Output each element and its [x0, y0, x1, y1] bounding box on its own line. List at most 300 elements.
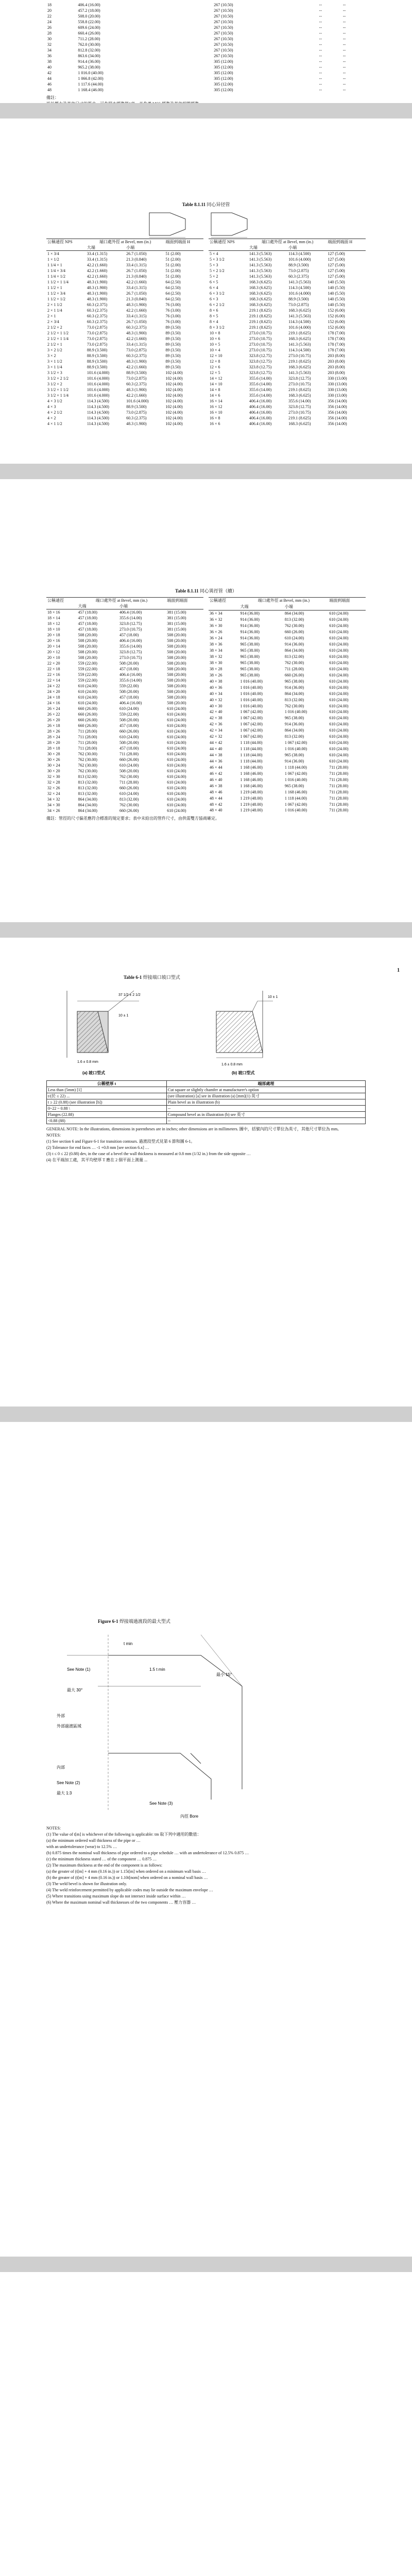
table-cell: 219.1 (8.625) [249, 314, 272, 318]
table-cell: 73.0 (2.875) [87, 331, 108, 335]
table-cell: 42 × 40 [210, 709, 222, 715]
table-cell: 89 (3.50) [165, 342, 181, 347]
table-cell: 1 016 (40.00) [240, 697, 263, 702]
table-cell: Compound bevel as in illustration (b) see 英寸 [166, 1112, 365, 1118]
table-cell: 26.7 (1.050) [126, 319, 147, 324]
table-cell: 51 (2.00) [165, 263, 181, 267]
table-cell: 60.3 (2.375) [87, 308, 108, 313]
table-cell: 610 (24.00) [167, 712, 186, 717]
table-cell: 864 (34.00) [284, 648, 304, 653]
header-row [46, 239, 203, 245]
table-cell: -- [319, 42, 322, 47]
table-row [209, 398, 366, 404]
table-cell: 273.0 (10.75) [249, 331, 272, 335]
table-cell: 267 (10.50) [214, 31, 233, 36]
bevel-a-drawing [67, 991, 139, 1058]
table-cell: 965 (38.00) [284, 753, 304, 757]
table-cell: 40 × 30 [210, 703, 222, 708]
dimension-label: 10 ± 1 [118, 1014, 129, 1018]
table-cell: -- [319, 37, 322, 41]
table-row [46, 64, 366, 70]
header-row [46, 603, 203, 609]
table-row [46, 700, 203, 706]
note-line: (4) 在平端加工處，其平均壁厚 T 應在 2 個平面上測量 ... [46, 1158, 148, 1162]
table-cell: 1 016 (40.00) [284, 747, 307, 752]
table-cell: 1 1/2 × 1 1/4 [47, 280, 68, 284]
table-cell: 203 (8.00) [328, 365, 345, 369]
table-row [47, 1093, 366, 1099]
table-row [209, 370, 366, 376]
table-row [46, 694, 203, 700]
table-cell: 12 × 8 [210, 359, 220, 364]
table-row [209, 291, 366, 296]
table-cell: 2 × 1 1/2 [47, 302, 62, 307]
table-cell: 34 × 30 [47, 803, 60, 807]
column-header: 公稱通徑 NPS [210, 240, 235, 244]
table-cell: 3 1/2 × 2 1/2 [47, 376, 68, 381]
table-row [209, 274, 366, 279]
table-cell: 60.3 (2.375) [288, 274, 309, 279]
table-cell: 457 (18.00) [78, 621, 97, 626]
table-cell: 508 (20.00) [78, 655, 97, 660]
table-cell: 33.4 (1.315) [87, 251, 108, 256]
table-cell: 323.8 (12.75) [249, 370, 272, 375]
table-cell: 8 × 4 [210, 319, 218, 324]
table-cell: 508 (20.00) [119, 689, 139, 694]
table-cell: 1 067 (42.00) [240, 716, 263, 721]
table-cell: Cut square or slightly chamfer at manufacturer's option [166, 1087, 365, 1093]
table-row [209, 302, 366, 308]
column-header: 公稱通徑 NPS [47, 240, 73, 244]
table-cell: 21.3 (0.840) [126, 257, 147, 262]
table-cell: 22 × 20 [47, 661, 60, 666]
table-cell: 101.6 (4.000) [288, 257, 311, 262]
column-group-header: 端口處外徑 at Bevel, mm (in.) [258, 598, 310, 603]
table-cell: 1 016 (40.00) [240, 679, 263, 684]
table-cell: 48.3 (1.900) [87, 285, 108, 290]
table-cell: 48.3 (1.900) [126, 359, 147, 364]
table-cell: 406.4 (16.00) [249, 416, 272, 420]
table-cell: 16 × 6 [210, 421, 220, 426]
table-cell: 355.6 (14.00) [119, 678, 142, 683]
table-cell: 762 (30.00) [78, 752, 97, 756]
dimension-label: 1.6 ± 0.8 mm [221, 1063, 243, 1066]
figure-caption: Figure 6-1 焊接端過渡段的最大型式 [98, 1619, 170, 1624]
table-cell: 76 (3.00) [165, 319, 181, 324]
table-cell: 42.2 (1.660) [126, 308, 147, 313]
table-cell: 88.9 (3.500) [87, 348, 108, 352]
table-row [209, 709, 366, 715]
table-cell: 267 (10.50) [214, 42, 233, 47]
table-cell: 914 (36.00) [240, 623, 260, 629]
table-cell: 64 (2.50) [165, 280, 181, 284]
table-cell: 12 × 6 [210, 365, 220, 369]
table-cell: 508 (20.00) [167, 701, 186, 705]
table-cell: Plain bevel as in illustration (b) [166, 1099, 365, 1106]
table-cell: -- [319, 3, 322, 7]
table-cell: 141.3 (5.563) [249, 251, 272, 256]
table-cell: 51 (2.00) [165, 251, 181, 256]
table-cell: 406.4 (16.00) [119, 672, 142, 677]
table-cell: 89 (3.50) [165, 325, 181, 330]
table-cell: 610 (24.00) [329, 728, 349, 733]
table-cell: 141.3 (5.563) [288, 342, 311, 347]
table-cell: 6 × 3 1/2 [210, 291, 225, 296]
table-cell: 273.0 (10.75) [288, 410, 311, 415]
table-cell: 762 (30.00) [284, 660, 304, 665]
document-page-5 [0, 1422, 412, 2257]
table-cell: 152 (6.00) [328, 308, 345, 313]
table-row [46, 706, 203, 711]
table-cell: 60.3 (2.375) [87, 314, 108, 318]
table-cell: 323.8 (12.75) [249, 365, 272, 369]
table-cell: 168.3 (6.625) [288, 308, 311, 313]
table-cell: 32 × 26 [47, 786, 60, 790]
table-cell: 1 168 (46.00) [284, 789, 307, 794]
table-cell: 141.3 (5.563) [288, 370, 311, 375]
table-cell: 1 016 (40.00) [240, 685, 263, 690]
table-cell: 14 × 12 [210, 376, 222, 381]
header-row [209, 604, 366, 610]
table-cell: 914 (36.00) [284, 685, 304, 690]
table-cell: 48 × 42 [210, 802, 222, 807]
note-line: (b) 0.875 times the nominal wall thickness of pipe ordered to a pipe schedule … with an undertolerance of 12.5% 0.875 … [46, 1851, 249, 1855]
table-cell: -- [319, 48, 322, 53]
table-cell: 46 × 44 [210, 765, 222, 770]
table-cell: 1 118 (44.00) [284, 765, 307, 770]
table-row [209, 672, 366, 678]
column-header: 大端 [249, 245, 258, 250]
table-cell: 406.4 (16.00) [249, 399, 272, 403]
table-cell: 89 (3.50) [165, 331, 181, 335]
table-cell: 610 (24.00) [329, 666, 349, 671]
table-cell: 610 (24.00) [119, 735, 139, 739]
table-cell: -- [342, 54, 346, 58]
table-cell: 36 [47, 54, 52, 58]
table-row [46, 308, 203, 313]
table-row [46, 81, 366, 87]
table-cell: 610 (24.00) [329, 716, 349, 721]
table-cell: 330 (13.00) [328, 387, 347, 392]
table-cell: 610 (24.00) [329, 753, 349, 757]
table-row [209, 795, 366, 801]
table-row [209, 268, 366, 274]
table-cell: 508 (20.00) [119, 661, 139, 666]
table-cell: 64 (2.50) [165, 291, 181, 296]
table-cell: 89 (3.50) [165, 359, 181, 364]
table-cell: 610 (24.00) [167, 791, 186, 796]
table-cell: 914 (36.00) [284, 642, 304, 647]
table-cell: 711 (28.00) [78, 729, 97, 734]
table-row [46, 257, 203, 262]
column-header: 端面到端面 H [165, 240, 191, 244]
table-row [209, 666, 366, 672]
table-cell: 508 (20.00) [167, 633, 186, 637]
table-cell: 610 (24.00) [78, 701, 97, 705]
table-cell: 48 × 46 [210, 789, 222, 794]
table-cell: 610 (24.00) [329, 734, 349, 739]
table-cell: 711 (28.00) [329, 802, 349, 807]
table-cell: 38 × 34 [210, 648, 222, 653]
table-cell: 38 × 28 [210, 666, 222, 671]
table-cell: 101.6 (4.000) [87, 393, 110, 398]
reducer-table-continued-left [46, 597, 203, 814]
table-row [46, 251, 203, 257]
table-cell: 610 (24.00) [167, 740, 186, 745]
table-cell: 1 016 (40.00) [284, 777, 307, 782]
figure-label: See Note (2) [57, 1781, 80, 1785]
table-cell: 48.3 (1.900) [87, 297, 108, 301]
table-cell: 152 (6.00) [328, 319, 345, 324]
table-cell: -- [342, 8, 346, 13]
table-row [46, 728, 203, 734]
note-line: (6) Where the maximum nominal wall thicknesses of the two components … 壓力容器 … [46, 1900, 196, 1905]
table-cell: 965 (38.00) [240, 654, 260, 659]
table-cell: 610 (24.00) [167, 746, 186, 751]
table-cell: -- [342, 20, 346, 24]
document-page-3 [0, 479, 412, 922]
table-cell: 152 (6.00) [328, 325, 345, 330]
table-cell: 6 × 3 [210, 297, 218, 301]
table-cell: 73.0 (2.875) [87, 342, 108, 347]
column-header: 公稱壁厚 t [47, 1081, 167, 1087]
table-cell: 273.0 (10.75) [249, 336, 272, 341]
table-cell: 36 × 26 [210, 630, 222, 635]
table-row [46, 672, 203, 677]
table-cell: 114.3 (4.500) [288, 251, 311, 256]
table-row [46, 268, 203, 274]
reducer-table-right [209, 239, 366, 427]
table-row [46, 779, 203, 785]
table-cell: 14 × 8 [210, 387, 220, 392]
table-cell: 305 (12.00) [214, 71, 233, 75]
table-cell: 42.2 (1.660) [126, 336, 147, 341]
table-cell: 24 × 18 [47, 695, 60, 700]
table-cell: 141.3 (5.563) [288, 280, 311, 284]
table-row [46, 711, 203, 717]
table-cell: 273.0 (10.75) [288, 382, 311, 386]
table-cell: 16 × 14 [210, 399, 222, 403]
table-cell: 1 219 (48.00) [240, 808, 263, 813]
table-row [46, 325, 203, 330]
table-row [46, 415, 203, 421]
table-cell: 660 (26.00) [284, 630, 304, 635]
table-cell: 64 (2.50) [165, 297, 181, 301]
table-cell: -- [319, 25, 322, 30]
table-row [46, 70, 366, 76]
table-row [46, 774, 203, 779]
table-row [209, 635, 366, 641]
table-cell: 114.3 (4.500) [87, 404, 109, 409]
table-cell: 406.4 (16.00) [249, 410, 272, 415]
table-cell: 40 × 38 [210, 679, 222, 684]
table-row [209, 313, 366, 319]
figure-label: 最大 1:3 [57, 1791, 72, 1795]
table-cell: 2 1/2 × 1 1/4 [47, 336, 68, 341]
table-row [209, 752, 366, 758]
table-row [46, 745, 203, 751]
table-row [209, 697, 366, 703]
table-row [46, 296, 203, 302]
table-cell: 88.9 (3.500) [126, 404, 147, 409]
table-cell: 356 (14.00) [328, 416, 347, 420]
table-cell: 1 118 (44.00) [240, 753, 263, 757]
table-cell: 610 (24.00) [329, 758, 349, 764]
table-cell: 5 × 2 1/2 [210, 268, 225, 273]
header-row [209, 239, 366, 245]
table-cell: 330 (13.00) [328, 393, 347, 398]
table-row [46, 53, 366, 59]
table-cell: 1 067 (42.00) [284, 802, 307, 807]
table-cell: 32 × 28 [47, 780, 60, 785]
table-cell: 73.0 (2.875) [87, 336, 108, 341]
table-cell: 610 (24.00) [329, 722, 349, 727]
table-cell: 18 × 10 [47, 627, 60, 632]
table-cell: 89 (3.50) [165, 348, 181, 352]
table-cell: 914 (36.00) [284, 722, 304, 727]
table-cell: 30 × 28 [47, 752, 60, 756]
table-cell: -- [342, 37, 346, 41]
table-cell: -- [342, 82, 346, 87]
table-cell: 508 (20.00) [167, 695, 186, 700]
column-header [46, 603, 77, 609]
table-cell: 965 (38.00) [240, 648, 260, 653]
table-cell: 32 × 30 [47, 774, 60, 779]
table-cell: 101.6 (4.000) [288, 325, 311, 330]
table-cell: -- [166, 1106, 365, 1112]
table-row [209, 347, 366, 353]
table-cell: 381 (15.00) [167, 616, 186, 620]
table-cell: 762 (30.00) [78, 763, 97, 768]
table-cell: 28 [47, 31, 52, 36]
table-cell: 1 168 (46.00) [240, 777, 263, 782]
table-cell: 762.0 (30.00) [78, 42, 100, 47]
table-cell: 610 (24.00) [167, 797, 186, 802]
table-cell: 1 × 1/2 [47, 257, 59, 262]
table-row [209, 353, 366, 359]
table-cell: 73.0 (2.875) [126, 410, 147, 415]
table-cell: 44 × 42 [210, 740, 222, 745]
table-cell: 965 (38.00) [240, 672, 260, 677]
table-cell: 101.6 (4.000) [87, 382, 110, 386]
table-cell: 1 067 (42.00) [240, 728, 263, 733]
table-cell: 22 [47, 14, 52, 19]
table-cell: 20 × 16 [47, 638, 60, 643]
note-line: (c) the minimum thickness stated … of the component … 0.875 … [46, 1857, 157, 1861]
table-cell: 1 219 (48.00) [240, 795, 263, 801]
table-row [209, 285, 366, 291]
column-header: 大端 [87, 245, 95, 250]
table-cell: 140 (5.50) [328, 291, 345, 296]
table-cell: 406.4 (16.00) [249, 404, 272, 409]
table-row [209, 654, 366, 660]
table-row [46, 353, 203, 359]
table-cell: 114.3 (4.500) [87, 399, 109, 403]
table-cell: 102 (4.00) [165, 404, 183, 409]
table-cell: 34 × 26 [47, 808, 60, 813]
table-cell: 355.6 (14.00) [249, 393, 272, 398]
table-cell: Flanges (22.88) [47, 1112, 167, 1118]
table-cell: 38 [47, 59, 52, 64]
table-row [46, 762, 203, 768]
table-row [209, 770, 366, 776]
table-row [209, 251, 366, 257]
table-cell: 965.2 (38.00) [78, 65, 100, 70]
table-cell: 34 [47, 48, 52, 53]
table-cell: 36 × 24 [210, 636, 222, 641]
table-cell: 26 × 22 [47, 712, 60, 717]
table-cell: 610 (24.00) [167, 780, 186, 785]
table-cell: 10 × 6 [210, 336, 220, 341]
table-cell: 168.3 (6.625) [249, 280, 272, 284]
table-row [209, 764, 366, 770]
table-cell: 660.4 (26.00) [78, 31, 100, 36]
table-cell: 101.6 (4.000) [126, 399, 149, 403]
column-group-header: 端口處外徑 at Bevel, mm (in.) [95, 598, 148, 603]
table-cell: 813 (32.00) [284, 654, 304, 659]
table-cell: 38 × 30 [210, 660, 222, 665]
table-cell: 508 (20.00) [78, 638, 97, 643]
table-cell: 660 (26.00) [78, 723, 97, 728]
note-line: (3) The weld bevel is shown for illustration only. [46, 1882, 127, 1886]
table-cell: 1 1/2 × 1/2 [47, 297, 65, 301]
table-cell: 508 (20.00) [78, 650, 97, 654]
table-cell: 1 118 (44.00) [240, 740, 263, 745]
column-header: 小端 [126, 245, 135, 250]
table-cell: 610 (24.00) [119, 763, 139, 768]
table-cell: 114.3 (4.500) [87, 421, 109, 426]
table-cell: 1 1/2 × 1 [47, 285, 62, 290]
page-gap [0, 922, 412, 938]
table-row [47, 1118, 366, 1124]
table-row [209, 623, 366, 629]
table-cell: 508 (20.00) [167, 689, 186, 694]
figure-label: 1.5 t min [149, 1667, 165, 1672]
table-row [209, 308, 366, 313]
table-cell: 140 (5.50) [328, 297, 345, 301]
note-line: with an undertolerance (wear) to 12.5% … [46, 1844, 117, 1849]
table-cell: 5 × 4 [210, 251, 218, 256]
table-cell: 10 × 4 [210, 348, 220, 352]
table-cell: 2 × 3/4 [47, 319, 59, 324]
transition-figure [46, 1624, 366, 1825]
table-cell: 14 × 6 [210, 393, 220, 398]
table-cell: 102 (4.00) [165, 393, 183, 398]
table-row [46, 677, 203, 683]
table-cell: 2 1/2 × 1 1/2 [47, 331, 68, 335]
column-header: 小端 [119, 604, 128, 608]
table-cell: 1 118 (44.00) [240, 747, 263, 752]
table-row [47, 1106, 366, 1112]
table-cell: 33.4 (1.315) [126, 263, 147, 267]
table-cell: -- [319, 65, 322, 70]
table-cell: 508 (20.00) [119, 718, 139, 722]
table-cell: 89 (3.50) [165, 336, 181, 341]
table-cell: 323.8 (12.75) [249, 353, 272, 358]
table-row [47, 1087, 366, 1093]
table-cell: 914 (36.00) [240, 636, 260, 641]
table-cell: 711 (28.00) [329, 783, 349, 788]
table-cell: 101.6 (4.000) [87, 376, 110, 381]
column-header: 大端 [78, 604, 87, 608]
header-row [46, 598, 203, 604]
table-cell: 114.3 (4.500) [87, 410, 109, 415]
table-cell: 20 [47, 8, 52, 13]
table-cell: -- [342, 3, 346, 7]
table-row [46, 649, 203, 655]
table-cell: 508 (20.00) [167, 672, 186, 677]
table-cell: 76 (3.00) [165, 302, 181, 307]
